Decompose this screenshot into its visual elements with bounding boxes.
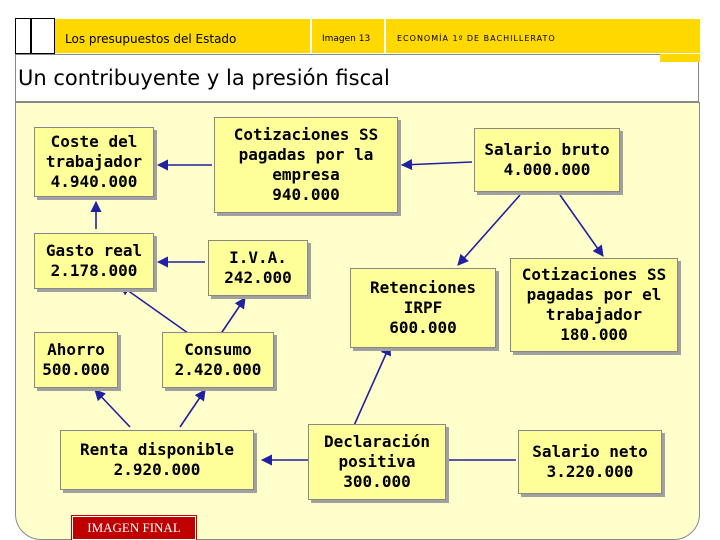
node-salario-bruto: Salario bruto 4.000.000	[474, 128, 620, 192]
header-image-label: Imagen 13	[322, 34, 371, 44]
arrow-renta-to-ahorro	[95, 390, 130, 427]
node-ahorro: Ahorro 500.000	[34, 332, 118, 388]
arrow-declaracion-to-retenciones	[352, 345, 390, 430]
node-retenciones-irpf: Retenciones IRPF 600.000	[350, 268, 496, 348]
arrow-renta-to-consumo	[180, 390, 205, 427]
imagen-final-button[interactable]: IMAGEN FINAL	[72, 516, 196, 540]
arrow-salario-to-retenciones	[458, 195, 520, 265]
node-cotizaciones-trabajador: Cotizaciones SS pagadas por el trabajador 180.000	[510, 258, 678, 352]
arrow-salario-to-cottrab	[560, 195, 603, 256]
arrow-salario-to-cotempresa	[402, 162, 472, 165]
node-iva: I.V.A. 242.000	[208, 240, 308, 296]
node-renta-disponible: Renta disponible 2.920.000	[60, 430, 254, 490]
node-cotizaciones-empresa: Cotizaciones SS pagadas por la empresa 940.000	[214, 117, 398, 213]
node-declaracion-positiva: Declaración positiva 300.000	[308, 424, 446, 500]
node-coste-trabajador: Coste del trabajador 4.940.000	[34, 127, 154, 197]
header-topic: Los presupuestos del Estado	[65, 32, 237, 46]
node-gasto-real: Gasto real 2.178.000	[34, 233, 154, 289]
header-course: ECONOMÍA 1º DE BACHILLERATO	[397, 34, 556, 43]
page-title: Un contribuyente y la presión fiscal	[18, 66, 390, 90]
node-consumo: Consumo 2.420.000	[162, 332, 274, 388]
node-salario-neto: Salario neto 3.220.000	[518, 430, 662, 494]
arrow-consumo-to-gasto	[120, 285, 195, 338]
